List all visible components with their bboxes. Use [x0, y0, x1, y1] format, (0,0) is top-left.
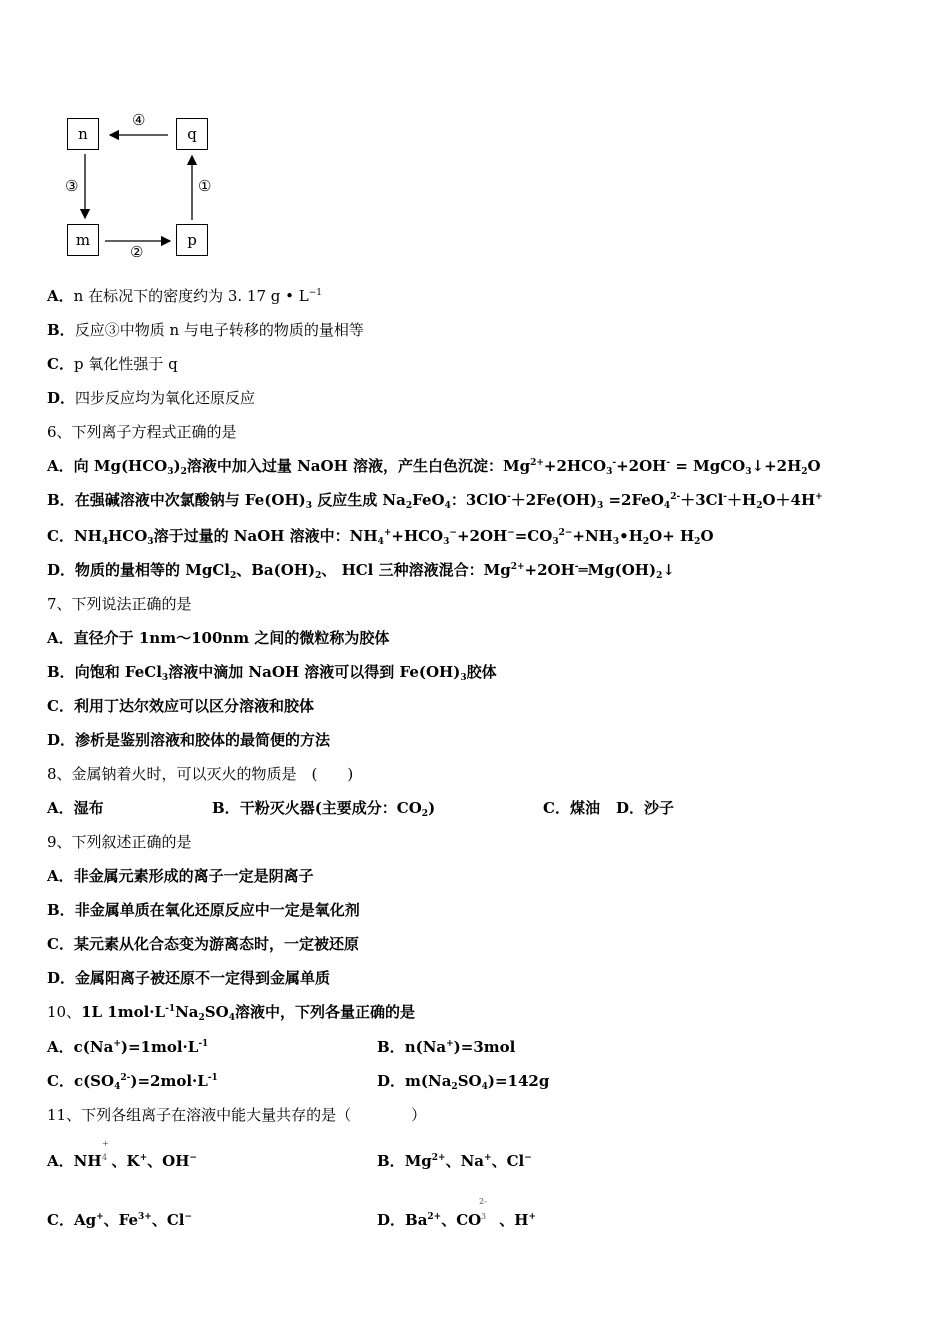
q9-option-c: C．某元素从化合态变为游离态时，一定被还原 — [47, 935, 359, 953]
q10-option-a: A．$c(Na^+)=1mol\cdot L^{-1}$ — [47, 1038, 209, 1056]
label-step-1: ① — [198, 177, 212, 195]
q11-option-a: A．NH 、K+、OH− — [47, 1152, 197, 1170]
q5-option-a: A．n 在标况下的密度约为 3. 17 g • $L^{-1}$ — [47, 287, 323, 305]
label-step-4: ④ — [132, 111, 146, 129]
reaction-cycle-diagram — [60, 108, 230, 268]
q9-stem: 9、下列叙述正确的是 — [47, 833, 192, 851]
q9-option-b: B．非金属单质在氧化还原反应中一定是氧化剂 — [47, 901, 360, 919]
q8-option-c: C．煤油 — [543, 799, 600, 817]
q6-option-a: A．向 $Mg(HCO_3)_2$溶液中加入过量 NaOH 溶液，产生白色沉淀：$Mg^{2+}+2HCO_3^-+2OH^-$ = $MgCO_3↓+2H_2O$ — [47, 457, 821, 477]
node-m: m — [67, 224, 99, 256]
q8-option-d: D．沙子 — [616, 799, 675, 817]
q8-stem: 8、金属钠着火时，可以灭火的物质是 ( ) — [47, 765, 354, 783]
q11-option-c: C．Ag+、$Fe^{3+}$、Cl− — [47, 1211, 193, 1229]
q11-option-d: D．$Ba^{2+}$、CO 、H+ — [377, 1211, 536, 1229]
q8-option-b: B．干粉灭火器(主要成分：$CO_2$) — [212, 799, 436, 819]
q10-stem: 10、1L $1mol\cdot L^{-1}Na_2SO_4$溶液中，下列各量正确的是 — [47, 1003, 415, 1023]
q7-stem: 7、下列说法正确的是 — [47, 595, 192, 613]
node-q: q — [176, 118, 208, 150]
node-n: n — [67, 118, 99, 150]
q6-option-b: B．在强碱溶液中次氯酸钠与 $Fe(OH)_3$ 反应生成 $Na_2FeO_4$：$3ClO^-+2Fe(OH)_3 =2FeO_4^{2-}+3Cl^-+H_2O+4H^+$ — [47, 491, 823, 511]
q11-d-co3-subscript: 3 — [481, 1212, 487, 1221]
label-step-2: ② — [130, 243, 144, 261]
node-p: p — [176, 224, 208, 256]
q10-option-b: B．n(Na+)=3mol — [377, 1038, 516, 1056]
label-step-3: ③ — [65, 177, 79, 195]
q8-option-a: A．湿布 — [47, 799, 104, 817]
q9-option-d: D．金属阳离子被还原不一定得到金属单质 — [47, 969, 331, 987]
q7-option-c: C．利用丁达尔效应可以区分溶液和胶体 — [47, 697, 314, 715]
q7-option-a: A．直径介于 1nm～100nm 之间的微粒称为胶体 — [47, 629, 390, 647]
q9-option-a: A．非金属元素形成的离子一定是阴离子 — [47, 867, 314, 885]
q6-option-d: D．物质的量相等的 MgCl$_2$、$Ba(OH)_2$、 HCl 三种溶液混合：$Mg^{2+}+2OH^-═Mg(OH)_2↓$ — [47, 561, 675, 581]
q11-option-b: B．$Mg^{2+}$、Na+、Cl− — [377, 1152, 532, 1170]
q7-option-b: B．向饱和 FeCl$_3$溶液中滴加 NaOH 溶液可以得到 $Fe(OH)_3$胶体 — [47, 663, 497, 683]
q10-option-d: D．$m(Na_2SO_4)=142g$ — [377, 1072, 550, 1092]
q11-a-nh4-subscript: 4 — [102, 1153, 108, 1162]
q5-option-c: C．p 氧化性强于 q — [47, 355, 178, 373]
q10-option-c: C．$c(SO_4^{2-})=2mol\cdot L^{-1}$ — [47, 1072, 218, 1092]
q11-stem: 11、下列各组离子在溶液中能大量共存的是（ ） — [47, 1106, 427, 1124]
q6-option-c: C．$NH_4HCO_3$溶于过量的 NaOH 溶液中：$NH_4^++HCO_3^-+2OH^-=CO_3^{2-}+NH_3•H_2O+ H_2O$ — [47, 527, 714, 547]
q11-d-co3-charge: 2- — [479, 1197, 487, 1206]
q5-option-b: B．反应③中物质 n 与电子转移的物质的量相等 — [47, 321, 364, 339]
q7-option-d: D．渗析是鉴别溶液和胶体的最简便的方法 — [47, 731, 331, 749]
q5-option-d: D．四步反应均为氧化还原反应 — [47, 389, 256, 407]
q6-stem: 6、下列离子方程式正确的是 — [47, 423, 237, 441]
q11-a-nh4-charge: + — [102, 1139, 109, 1148]
